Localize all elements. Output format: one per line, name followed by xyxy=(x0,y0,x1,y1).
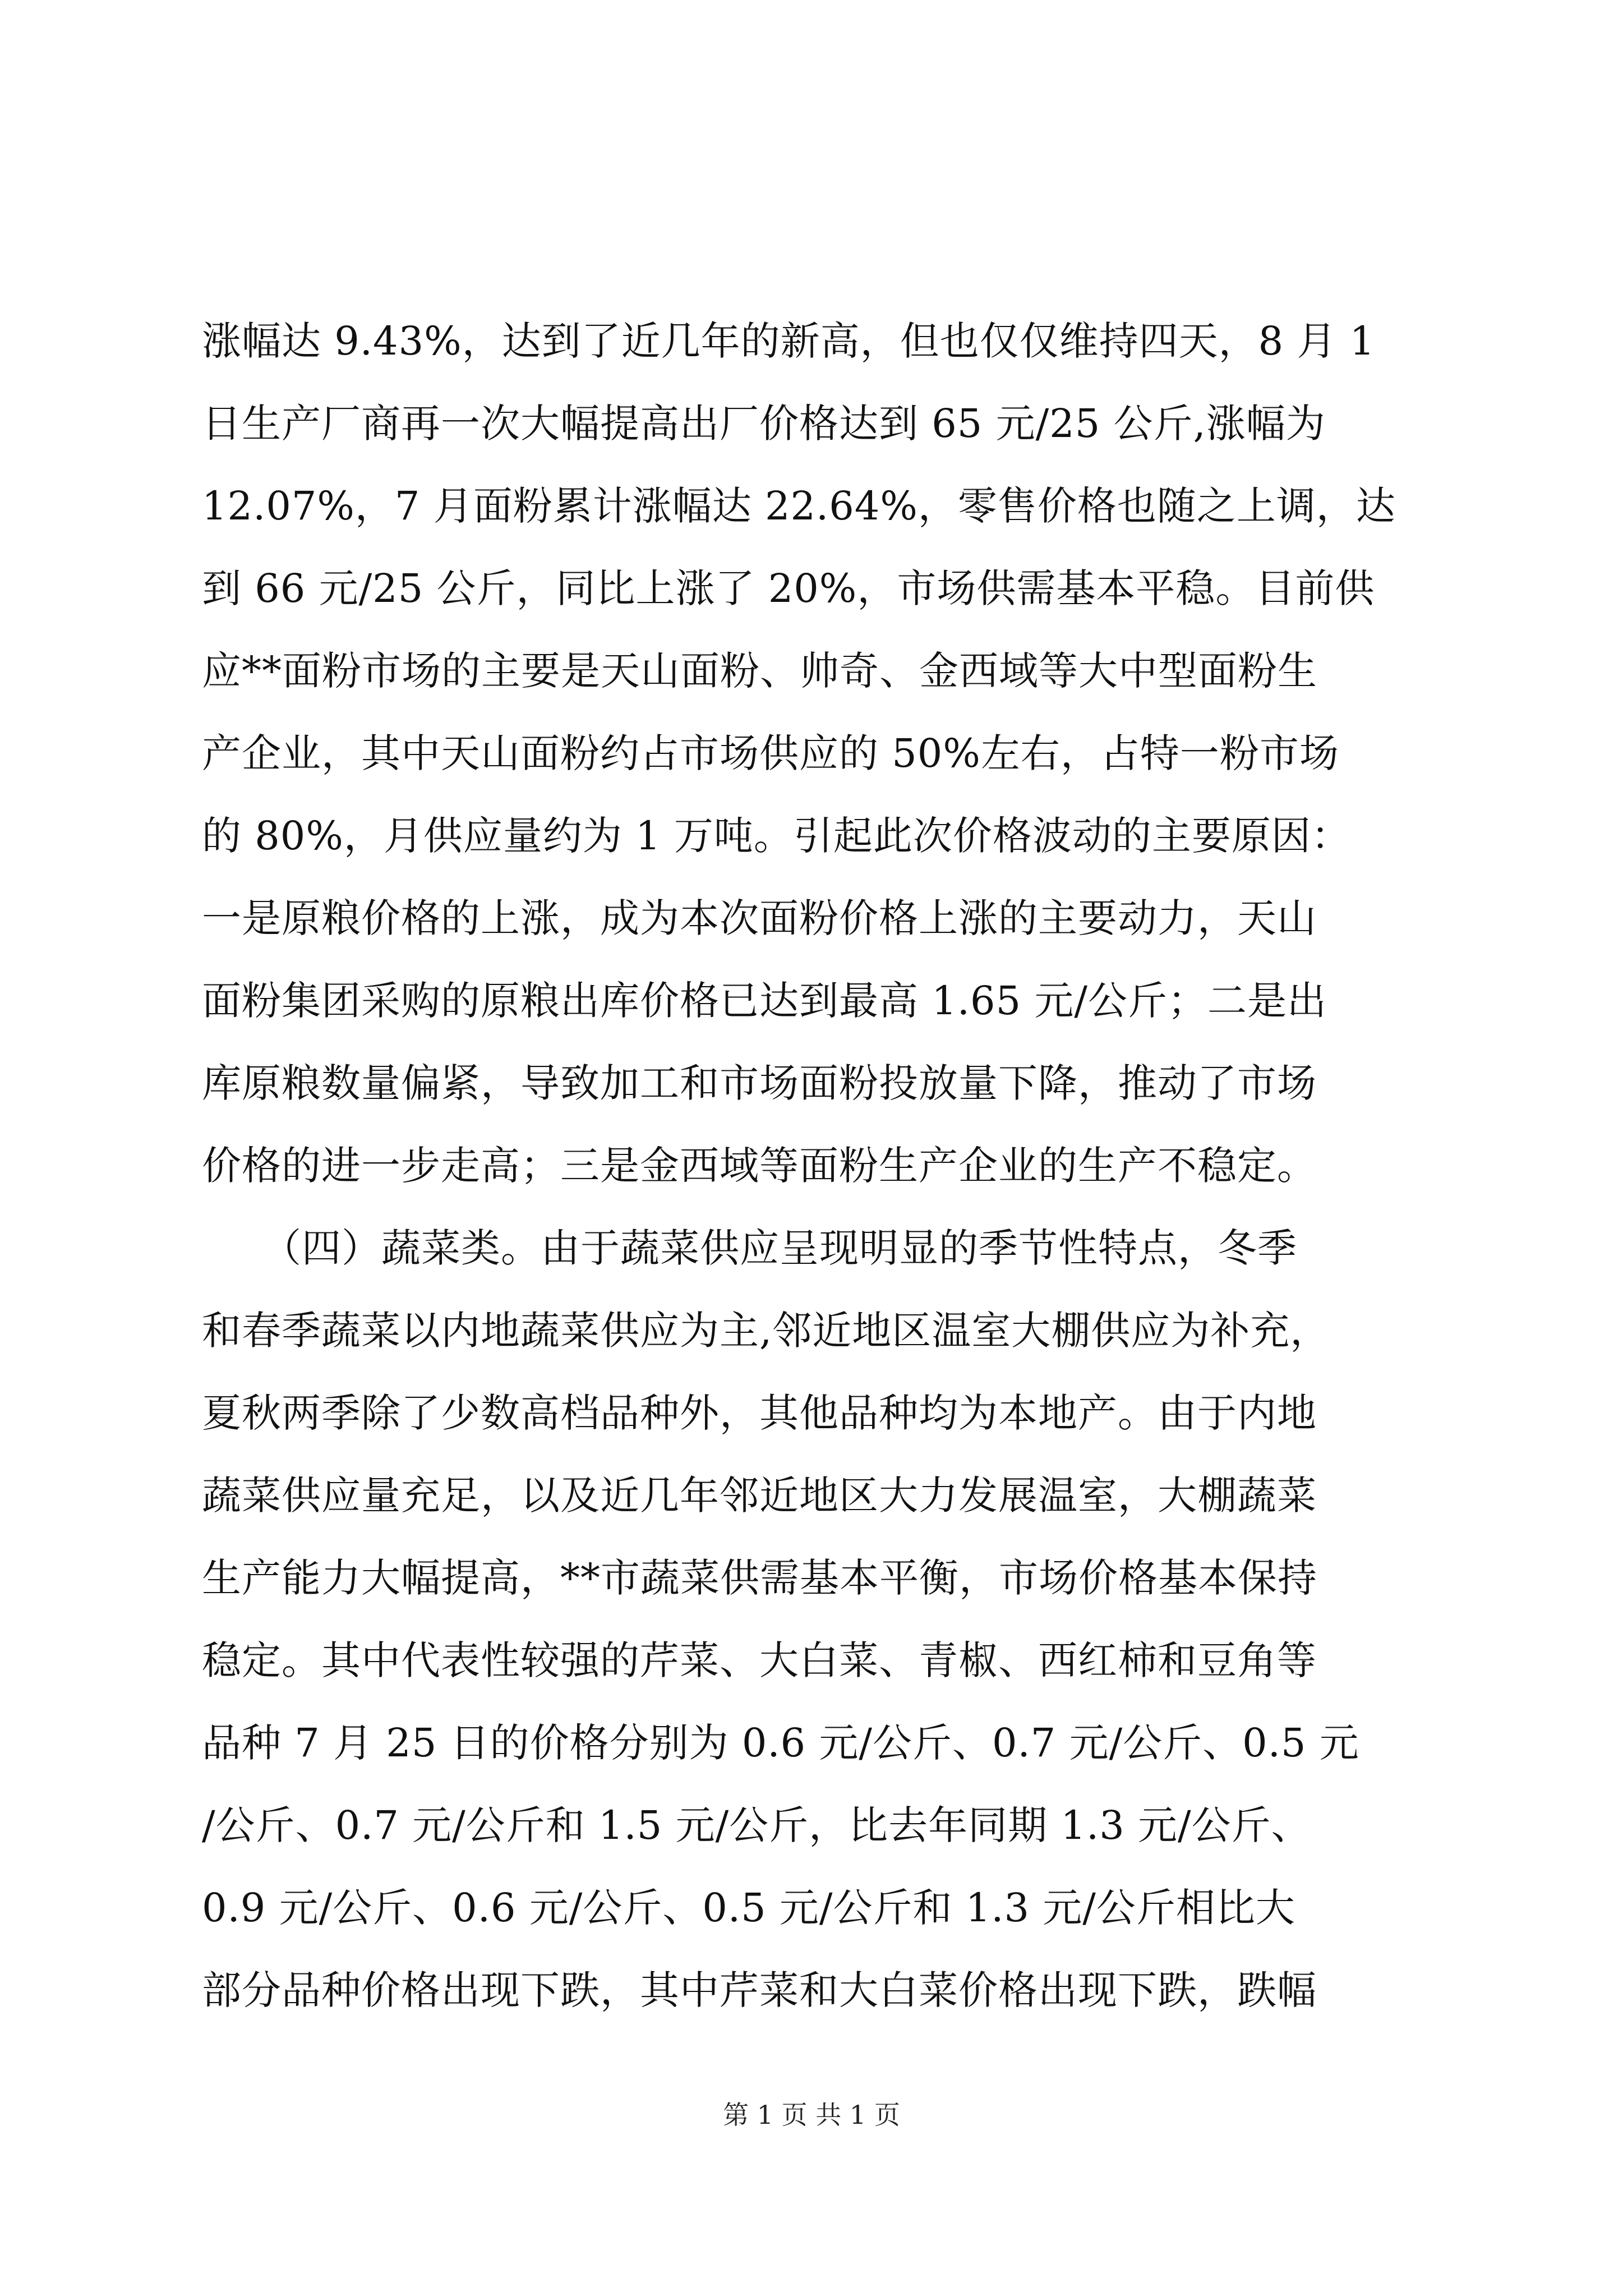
text-line: 库原粮数量偏紧，导致加工和市场面粉投放量下降，推动了市场 xyxy=(202,1060,1317,1106)
page-footer: 第 1 页 共 1 页 xyxy=(723,2100,900,2130)
text-line: 生产能力大幅提高，**市蔬菜供需基本平衡，市场价格基本保持 xyxy=(202,1555,1317,1601)
text-line: 日生产厂商再一次大幅提高出厂价格达到 65 元/25 公斤,涨幅为 xyxy=(202,401,1326,447)
text-line: 涨幅达 9.43%，达到了近几年的新高，但也仅仅维持四天，8 月 1 xyxy=(202,318,1376,364)
document-body xyxy=(202,300,1436,2032)
text-line: 的 80%，月供应量约为 1 万吨。引起此次价格波动的主要原因： xyxy=(202,813,1351,859)
text-line: 一是原粮价格的上涨，成为本次面粉价格上涨的主要动力，天山 xyxy=(202,895,1317,941)
text-line: 12.07%，7 月面粉累计涨幅达 22.64%，零售价格也随之上调，达 xyxy=(202,483,1396,529)
text-line: 0.9 元/公斤、0.6 元/公斤、0.5 元/公斤和 1.3 元/公斤相比大 xyxy=(202,1885,1295,1931)
text-line: 面粉集团采购的原粮出库价格已达到最高 1.65 元/公斤；二是出 xyxy=(202,978,1327,1024)
text-line: 稳定。其中代表性较强的芹菜、大白菜、青椒、西红柿和豆角等 xyxy=(202,1637,1317,1683)
text-line: （四）蔬菜类。由于蔬菜供应呈现明显的季节性特点，冬季 xyxy=(202,1225,1297,1271)
text-line: 到 66 元/25 公斤，同比上涨了 20%，市场供需基本平稳。目前供 xyxy=(202,565,1375,611)
text-line: 产企业，其中天山面粉约占市场供应的 50%左右，占特一粉市场 xyxy=(202,730,1339,776)
text-line: /公斤、0.7 元/公斤和 1.5 元/公斤，比去年同期 1.3 元/公斤、 xyxy=(202,1802,1311,1848)
text-line: 应**面粉市场的主要是天山面粉、帅奇、金西域等大中型面粉生 xyxy=(202,648,1317,694)
text-line: 夏秋两季除了少数高档品种外，其他品种均为本地产。由于内地 xyxy=(202,1390,1317,1436)
text-line: 部分品种价格出现下跌，其中芹菜和大白菜价格出现下跌，跌幅 xyxy=(202,1967,1317,2013)
text-line: 价格的进一步走高；三是金西域等面粉生产企业的生产不稳定。 xyxy=(202,1143,1317,1189)
text-line: 品种 7 月 25 日的价格分别为 0.6 元/公斤、0.7 元/公斤、0.5 元 xyxy=(202,1720,1359,1766)
text-line: 和春季蔬菜以内地蔬菜供应为主,邻近地区温室大棚供应为补充， xyxy=(202,1308,1330,1354)
text-line: 蔬菜供应量充足，以及近几年邻近地区大力发展温室，大棚蔬菜 xyxy=(202,1473,1317,1519)
